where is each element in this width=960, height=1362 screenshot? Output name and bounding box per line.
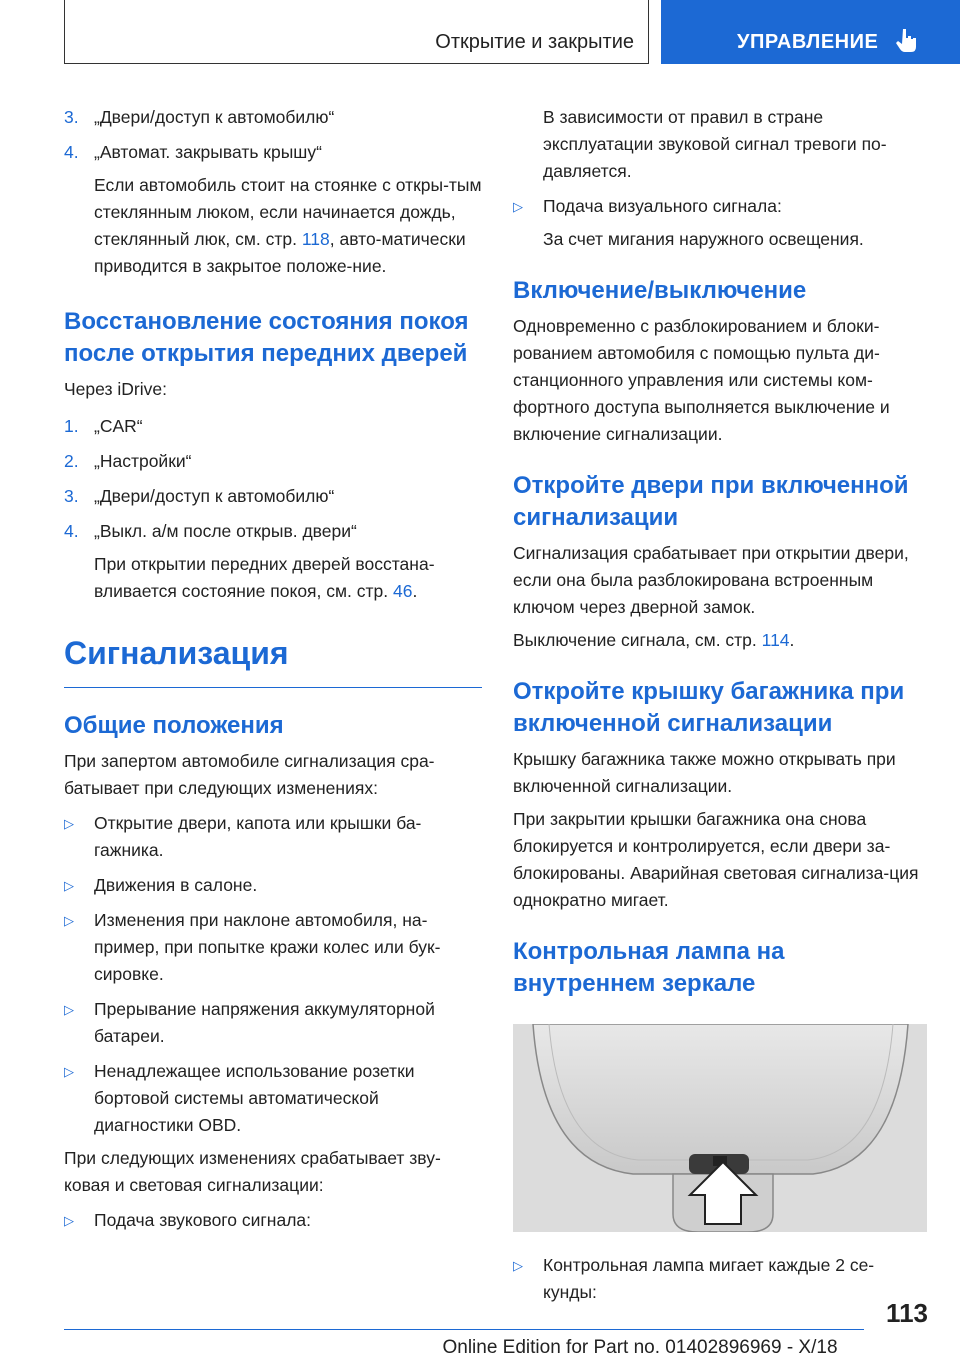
triangle-bullet-icon: ▷ [64, 816, 74, 831]
list-item: 1. „CAR“ [64, 416, 143, 436]
list-item: 3. „Двери/доступ к автомобилю“ [64, 107, 335, 127]
triangle-bullet-icon: ▷ [64, 1002, 74, 1017]
triangle-bullet-icon: ▷ [64, 878, 74, 893]
heading-general: Общие положения [64, 712, 284, 739]
rearview-mirror-image [513, 1024, 927, 1232]
restore-paragraph: При открытии передних дверей восстана-вливается состояние покоя, см. стр. 46. [94, 554, 435, 601]
visual-paragraph: За счет мигания наружного освещения. [543, 229, 864, 249]
heading-doors: Откройте двери при включенной сигнализации [513, 472, 909, 531]
roof-paragraph: Если автомобиль стоит на стоянке с откры-тым стеклянным люком, если начинается дождь, стеклянный люк, см. стр. 118, авто-матически приводится в закрытое положе-ние. [94, 175, 482, 276]
onoff-paragraph: Одновременно с разблокированием и блоки-рованием автомобиля с помощью пульта ди-станционного управления или системы ком-фортного доступа выполняется выключение и включение сигнализации. [513, 316, 890, 444]
header-chapter-title: УПРАВЛЕНИЕ [737, 31, 879, 53]
left-column [64, 104, 482, 1234]
triangle-bullet-icon: ▷ [513, 1258, 523, 1273]
list-item: 3. „Двери/доступ к автомобилю“ [64, 486, 335, 506]
general-intro: При запертом автомобиле сигнализация сра-батывает при следующих изменениях: [64, 751, 435, 798]
list-item: ▷ Подача визуального сигнала: [513, 193, 927, 220]
heading-alarm: Сигнализация [64, 633, 482, 688]
list-item: ▷ Прерывание напряжения аккумуляторной батареи. [64, 996, 482, 1050]
footer-edition: Online Edition for Part no. 01402896969 - X/18 [442, 1337, 838, 1358]
list-item: ▷ Изменения при наклоне автомобиля, на-пример, при попытке кражи колес или бук-сировке. [64, 907, 482, 988]
page-link-46[interactable]: 46 [393, 581, 413, 601]
triangle-bullet-icon: ▷ [513, 199, 523, 214]
heading-restore: Восстановление состояния покоя после открытия передних дверей [64, 308, 469, 367]
triangle-bullet-icon: ▷ [64, 913, 74, 928]
list-item: ▷ Открытие двери, капота или крышки ба-гажника. [64, 810, 482, 864]
mirror-illustration [513, 1024, 927, 1232]
off-paragraph: Выключение сигнала, см. стр. 114. [513, 630, 795, 650]
trunk-paragraph-2: При закрытии крышки багажника она снова блокируется и контролируется, если двери за-блокированы. Аварийная световая сигнализа-ция однократно мигает. [513, 809, 919, 910]
list-item: ▷ Подача звукового сигнала: [64, 1207, 482, 1234]
page-link-114[interactable]: 114 [761, 630, 790, 650]
header-chapter-box [661, 0, 960, 64]
country-paragraph: В зависимости от правил в стране эксплуатации звуковой сигнал тревоги по-давляется. [543, 107, 887, 181]
list-item: 2. „Настройки“ [64, 451, 192, 471]
heading-trunk: Откройте крышку багажника при включенной сигнализации [513, 678, 905, 737]
page-number: 113 [886, 1298, 928, 1328]
footer-divider [64, 1329, 864, 1330]
list-item: ▷ Ненадлежащее использование розетки бортовой системы автоматической диагностики OBD. [64, 1058, 482, 1139]
heading-lamp: Контрольная лампа на внутреннем зеркале [513, 938, 785, 997]
list-item: 4. „Автомат. закрывать крышу“ [64, 142, 322, 162]
after-bullets-text: При следующих изменениях срабатывает зву-ковая и световая сигнализации: [64, 1148, 441, 1195]
list-item: ▷ Контрольная лампа мигает каждые 2 се-кунды: [513, 1252, 927, 1306]
list-item: 4. „Выкл. а/м после открыв. двери“ [64, 521, 357, 541]
trunk-paragraph-1: Крышку багажника также можно открывать при включенной сигнализации. [513, 749, 896, 796]
doors-paragraph: Сигнализация срабатывает при открытии двери, если она была разблокирована встроенным ключом через дверной замок. [513, 543, 909, 617]
right-column [513, 104, 927, 1306]
via-idrive-text: Через iDrive: [64, 379, 167, 399]
page-link-118[interactable]: 118 [301, 229, 330, 249]
triangle-bullet-icon: ▷ [64, 1064, 74, 1079]
hand-pointer-icon [896, 27, 918, 53]
list-item: ▷ Движения в салоне. [64, 872, 482, 899]
header-section-title: Открытие и закрытие [435, 31, 634, 53]
heading-onoff: Включение/выключение [513, 277, 807, 304]
header-section-box [64, 0, 649, 64]
triangle-bullet-icon: ▷ [64, 1213, 74, 1228]
